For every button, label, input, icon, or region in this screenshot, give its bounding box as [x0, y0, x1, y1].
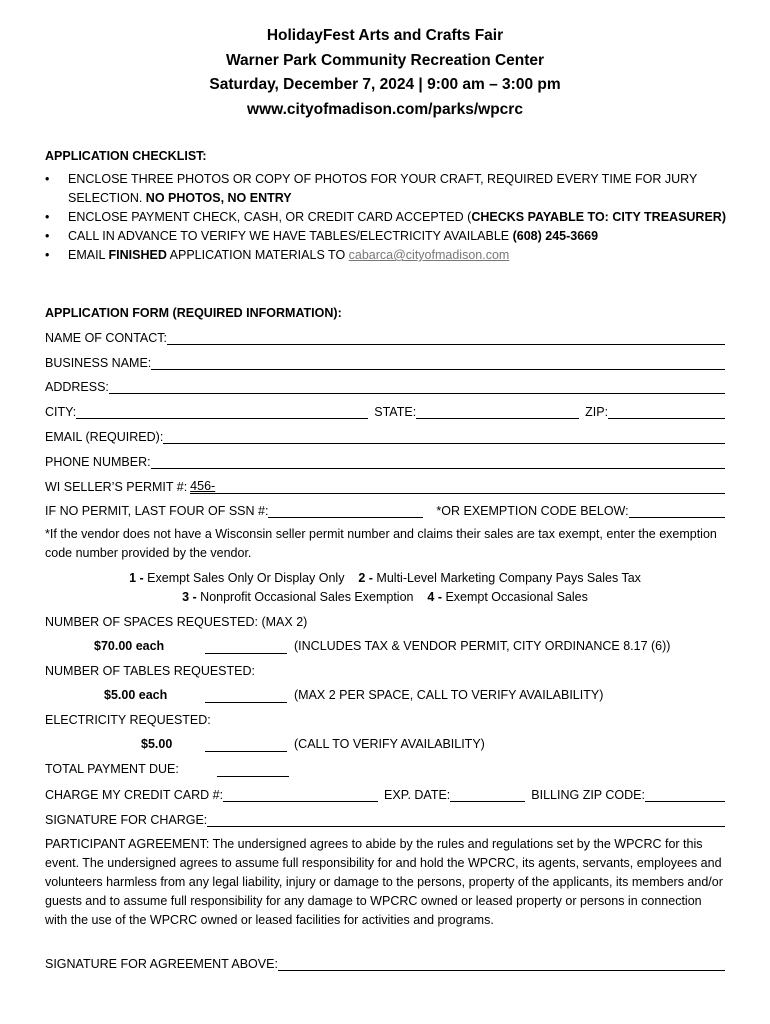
- signature-charge-field[interactable]: [207, 812, 725, 827]
- contact-name-label: NAME OF CONTACT:: [45, 331, 167, 345]
- spaces-label: NUMBER OF SPACES REQUESTED: (MAX 2): [45, 615, 308, 629]
- tables-quantity-field[interactable]: [205, 688, 287, 703]
- total-payment-field[interactable]: [217, 762, 289, 777]
- contact-name-row: [45, 329, 725, 345]
- seller-permit-row: [45, 478, 725, 494]
- tables-note: (MAX 2 PER SPACE, CALL TO VERIFY AVAILABILITY): [294, 688, 604, 702]
- electricity-price: $5.00: [141, 737, 173, 751]
- event-venue: Warner Park Community Recreation Center: [225, 51, 545, 69]
- page-header: [0, 24, 770, 122]
- business-name-label: BUSINESS NAME:: [45, 356, 152, 370]
- checklist-list: [45, 170, 735, 265]
- address-row: [45, 378, 725, 394]
- electricity-note: (CALL TO VERIFY AVAILABILITY): [294, 737, 485, 751]
- spaces-quantity-field[interactable]: [205, 639, 287, 654]
- seller-permit-value: 456-: [190, 479, 216, 493]
- address-label: ADDRESS:: [45, 380, 109, 394]
- exemption-note: *If the vendor does not have a Wisconsin seller permit number and claims their sales are tax exempt, enter the exemption code number provided by the vendor.: [45, 527, 717, 560]
- checklist-item-call: • CALL IN ADVANCE TO VERIFY WE HAVE TABLES/ELECTRICITY AVAILABLE (608) 245-3669: [45, 229, 599, 243]
- billing-zip-field[interactable]: [645, 787, 725, 802]
- zip-field[interactable]: [608, 404, 725, 419]
- phone-row: [45, 453, 725, 469]
- email-row: [45, 428, 725, 444]
- ssn-field[interactable]: [268, 503, 423, 518]
- business-name-row: [45, 354, 725, 370]
- checklist-item-payment: • ENCLOSE PAYMENT CHECK, CASH, OR CREDIT CARD ACCEPTED (CHECKS PAYABLE TO: CITY TREASURER): [45, 210, 726, 224]
- phone-field[interactable]: [151, 454, 725, 469]
- event-title: HolidayFest Arts and Crafts Fair: [266, 27, 504, 44]
- city-field[interactable]: [76, 404, 368, 419]
- electricity-label: ELECTRICITY REQUESTED:: [45, 713, 211, 727]
- ssn-row: [45, 502, 725, 518]
- total-payment-label: TOTAL PAYMENT DUE:: [45, 762, 179, 776]
- state-field[interactable]: [416, 404, 579, 419]
- spaces-price: $70.00 each: [94, 639, 165, 653]
- tables-price: $5.00 each: [104, 688, 168, 702]
- credit-card-row: [45, 786, 725, 802]
- form-title: APPLICATION FORM (REQUIRED INFORMATION):: [45, 306, 342, 320]
- spaces-fee-row: [45, 639, 745, 655]
- business-name-field[interactable]: [151, 355, 725, 370]
- event-date-time: Saturday, December 7, 2024 | 9:00 am – 3:00 pm: [209, 76, 561, 93]
- checklist-item-photos: • ENCLOSE THREE PHOTOS OR COPY OF PHOTOS FOR YOUR CRAFT, REQUIRED EVERY TIME FOR JURY SELECTION. NO PHOTOS, NO ENTRY: [45, 172, 698, 205]
- checklist-title: APPLICATION CHECKLIST:: [45, 149, 207, 163]
- participant-agreement: PARTICIPANT AGREEMENT: The undersigned agrees to abide by the rules and regulations set by the WPCRC for this event. The undersigned agrees to assume full responsibility for and hold the WPCRC, its agents, servants, employees and volunteers harmless from any legal liability, injury or damage to the persons, property of the applicants, its members and/or guests and to assume full responsibility for any damage to WPCRC owned or leased property or persons in connection with the use of the WPCRC owned or leased facilities for activities and programs.: [45, 837, 723, 927]
- checklist-item-email: • EMAIL FINISHED APPLICATION MATERIALS TO cabarca@cityofmadison.com: [45, 248, 510, 262]
- exemption-code-field[interactable]: [629, 503, 725, 518]
- city-label: CITY:: [45, 405, 77, 419]
- billing-zip-label: BILLING ZIP CODE:: [531, 788, 645, 802]
- seller-permit-label: WI SELLER’S PERMIT #:: [45, 480, 188, 494]
- event-website[interactable]: www.cityofmadison.com/parks/wpcrc: [247, 100, 523, 118]
- email-label: EMAIL (REQUIRED):: [45, 430, 164, 444]
- address-field[interactable]: [109, 379, 725, 394]
- contact-name-field[interactable]: [167, 330, 725, 345]
- credit-card-field[interactable]: [223, 787, 378, 802]
- exp-date-label: EXP. DATE:: [384, 788, 451, 802]
- email-field[interactable]: [163, 429, 725, 444]
- tables-label: NUMBER OF TABLES REQUESTED:: [45, 664, 255, 678]
- email-link[interactable]: cabarca@cityofmadison.com: [348, 248, 510, 262]
- exp-date-field[interactable]: [450, 787, 525, 802]
- ssn-label: IF NO PERMIT, LAST FOUR OF SSN #:: [45, 504, 269, 518]
- signature-agreement-row: [45, 955, 725, 971]
- signature-agreement-label: SIGNATURE FOR AGREEMENT ABOVE:: [45, 957, 278, 971]
- electricity-quantity-field[interactable]: [205, 737, 287, 752]
- zip-label: ZIP:: [585, 405, 609, 419]
- signature-charge-label: SIGNATURE FOR CHARGE:: [45, 813, 208, 827]
- seller-permit-field[interactable]: [190, 479, 725, 494]
- state-label: STATE:: [374, 405, 417, 419]
- phone-label: PHONE NUMBER:: [45, 455, 151, 469]
- exemption-codes-line1: 1 - Exempt Sales Only Or Display Only 2 - Multi-Level Marketing Company Pays Sales Tax: [129, 571, 641, 585]
- signature-charge-row: [45, 811, 725, 827]
- spaces-note: (INCLUDES TAX & VENDOR PERMIT, CITY ORDINANCE 8.17 (6)): [294, 639, 671, 653]
- electricity-fee-row: [45, 737, 745, 753]
- total-payment-row: [45, 762, 745, 778]
- exemption-code-label: *OR EXEMPTION CODE BELOW:: [436, 504, 629, 518]
- exemption-codes-line2: 3 - Nonprofit Occasional Sales Exemption 4 - Exempt Occasional Sales: [182, 590, 588, 604]
- tables-fee-row: [45, 688, 745, 704]
- city-state-zip-row: [45, 403, 725, 419]
- credit-card-label: CHARGE MY CREDIT CARD #:: [45, 788, 224, 802]
- signature-agreement-field[interactable]: [278, 956, 725, 971]
